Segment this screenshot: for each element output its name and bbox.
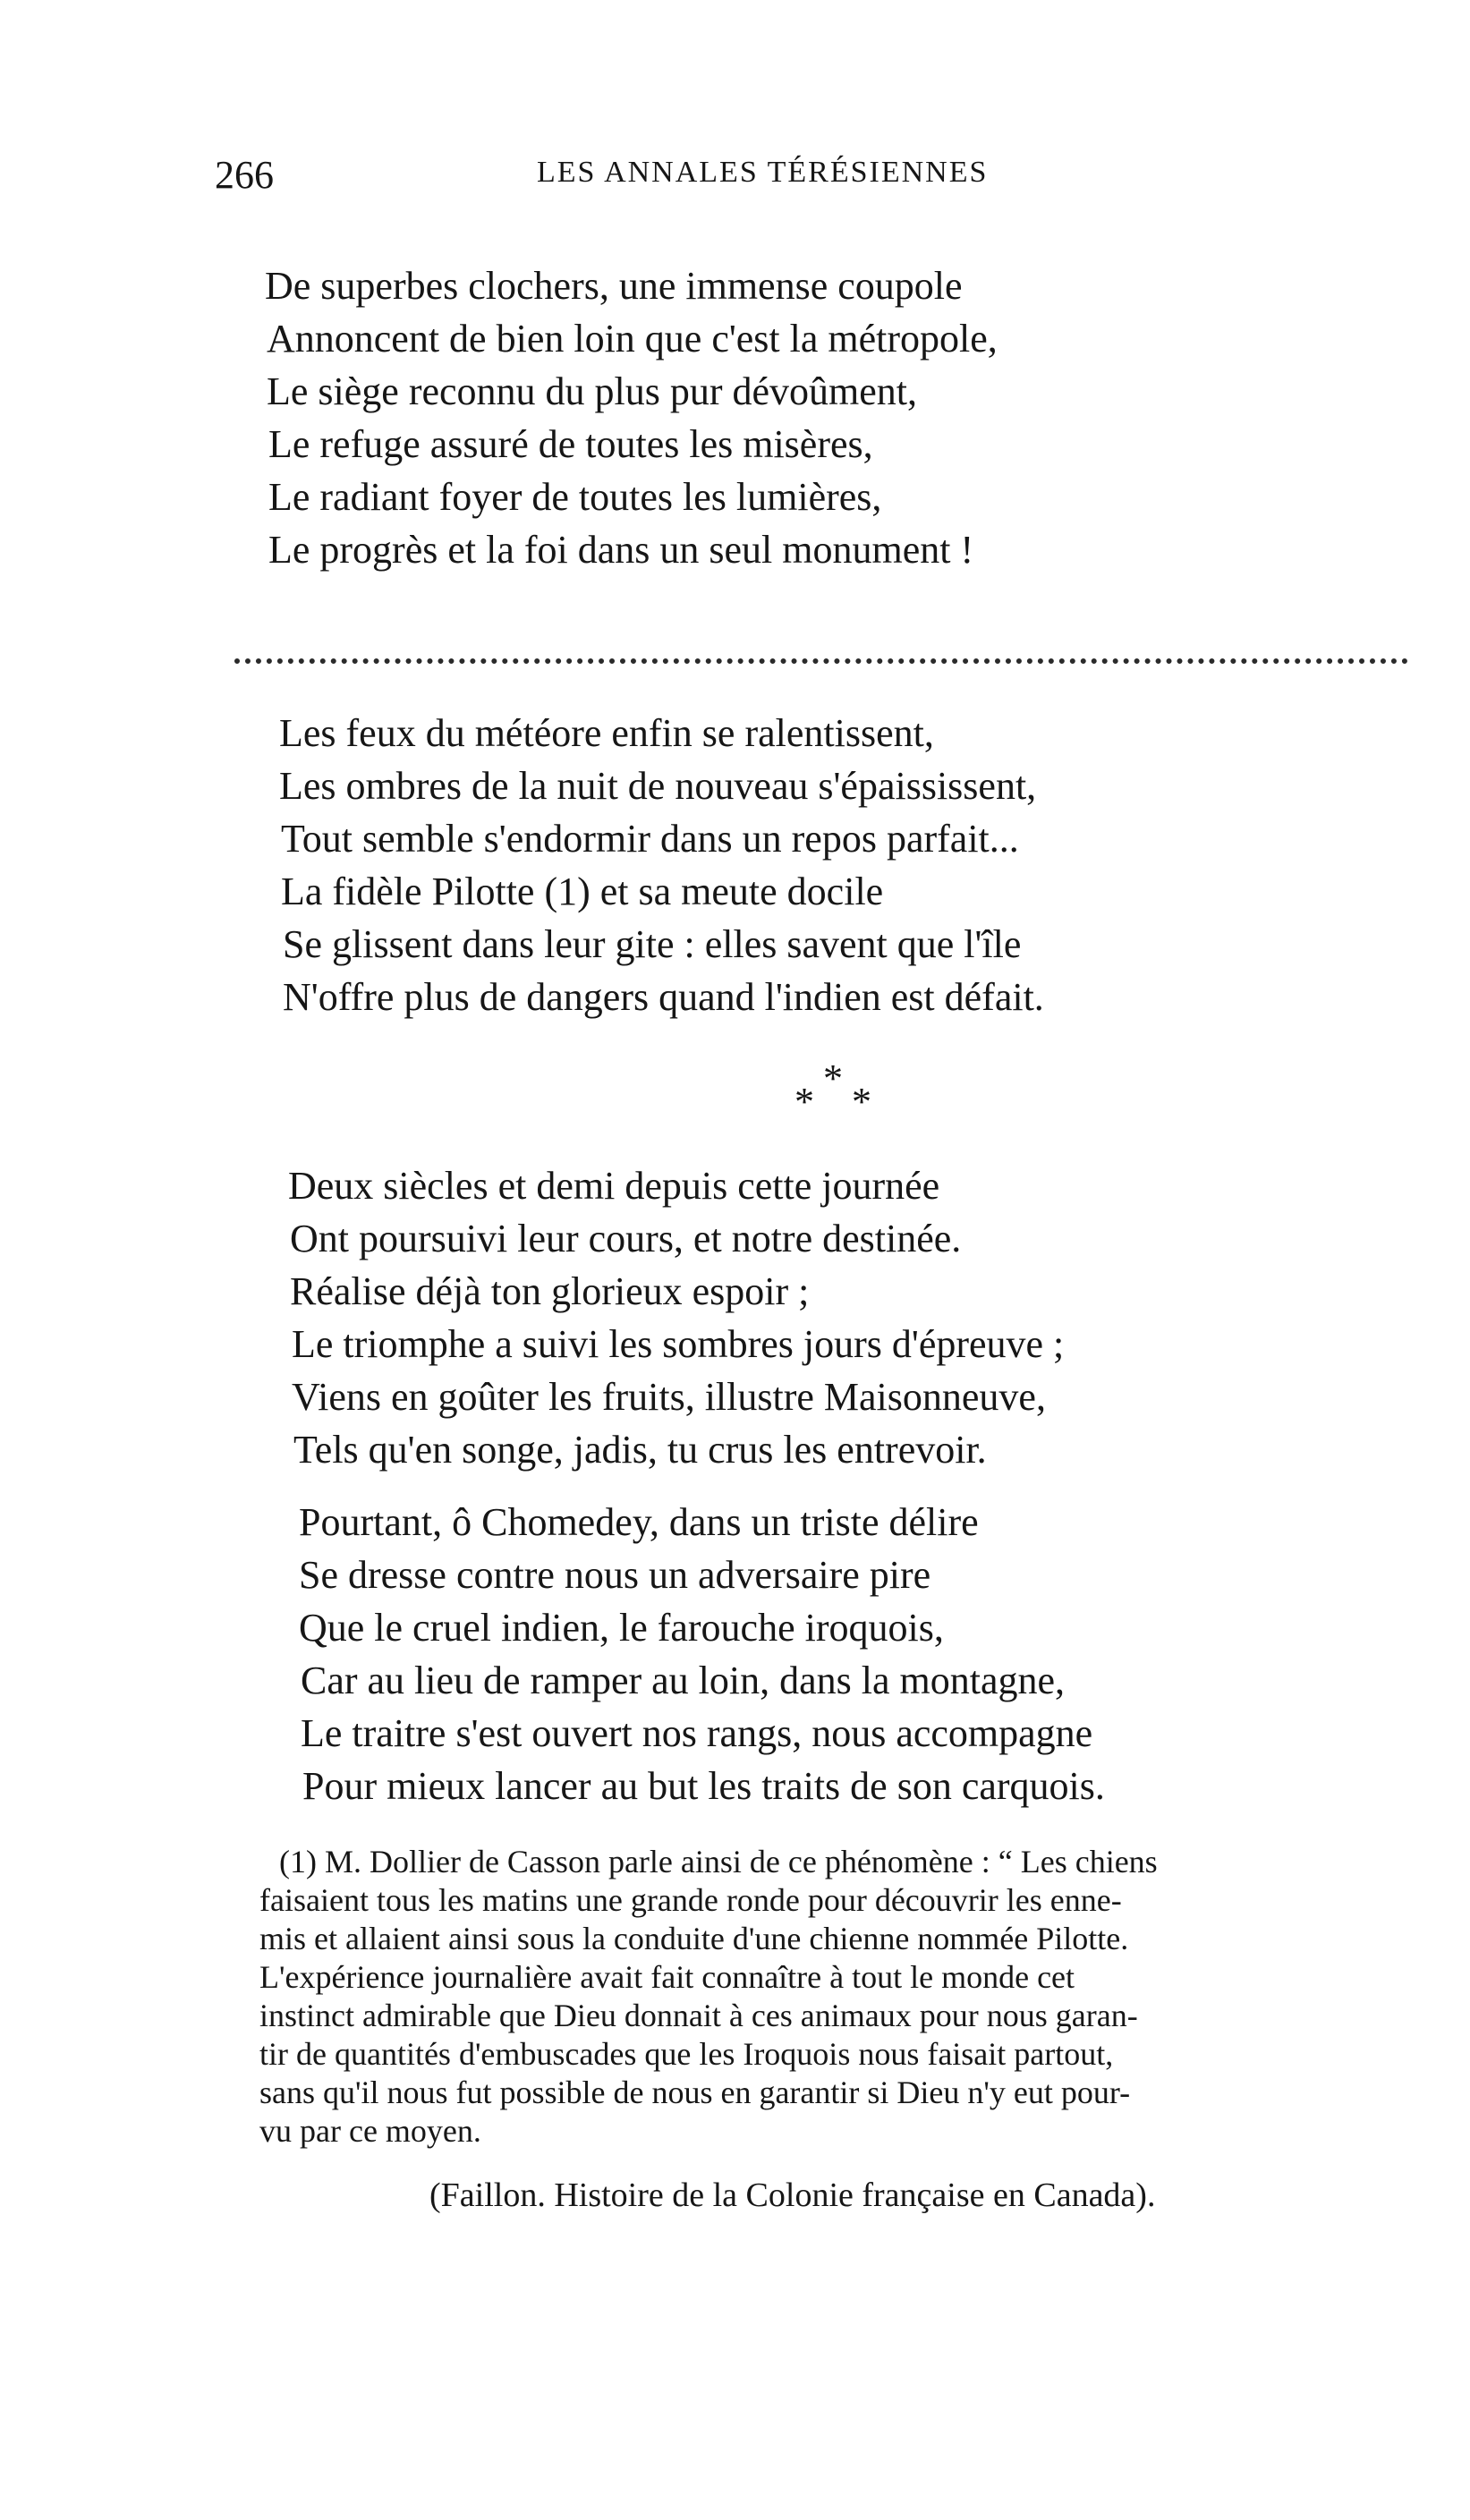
stanza-1 — [0, 259, 1470, 576]
running-title: LES ANNALES TÉRÉSIENNES — [537, 156, 989, 189]
asterism-separator — [787, 1056, 886, 1127]
footnote-line: faisaient tous les matins une grande ronde pour découvrir les enne- — [259, 1882, 1122, 1918]
verse-line: Ont poursuivi leur cours, et notre destinée. — [290, 1217, 962, 1260]
page-header — [215, 152, 1109, 206]
verse-line: Le progrès et la foi dans un seul monument ! — [268, 528, 974, 572]
verse-line: Tels qu'en songe, jadis, tu crus les entrevoir. — [293, 1428, 987, 1472]
verse-line: Se dresse contre nous un adversaire pire — [299, 1553, 931, 1597]
stanza-2 — [0, 707, 1470, 1023]
verse-line: Que le cruel indien, le farouche iroquois, — [299, 1606, 944, 1650]
verse-line: Le triomphe a suivi les sombres jours d'épreuve ; — [292, 1322, 1065, 1366]
stanza-3 — [0, 1159, 1470, 1476]
verse-line: Deux siècles et demi depuis cette journée — [288, 1164, 940, 1208]
asterisk: * — [852, 1080, 871, 1124]
verse-line: Pourtant, ô Chomedey, dans un triste délire — [299, 1500, 979, 1544]
verse-line: Viens en goûter les fruits, illustre Maisonneuve, — [292, 1375, 1046, 1419]
footnote-line: mis et allaient ainsi sous la conduite d'une chienne nommée Pilotte. — [259, 1921, 1129, 1956]
asterisk: * — [794, 1080, 814, 1124]
verse-line: Réalise déjà ton glorieux espoir ; — [290, 1269, 810, 1313]
footnote — [259, 1843, 1454, 2151]
verse-line: Le siège reconnu du plus pur dévoûment, — [267, 369, 918, 413]
verse-line: De superbes clochers, une immense coupole — [265, 264, 963, 308]
verse-line: Pour mieux lancer au but les traits de son carquois. — [302, 1764, 1105, 1808]
footnote-line: sans qu'il nous fut possible de nous en garantir si Dieu n'y eut pour- — [259, 2075, 1131, 2110]
verse-line: Le refuge assuré de toutes les misères, — [268, 422, 873, 466]
verse-line: Car au lieu de ramper au loin, dans la montagne, — [301, 1659, 1066, 1702]
verse-line: Le traitre s'est ouvert nos rangs, nous accompagne — [301, 1711, 1093, 1755]
verse-line: Se glissent dans leur gite : elles savent que l'île — [283, 922, 1022, 966]
footnote-citation: (Faillon. Histoire de la Colonie française en Canada). — [429, 2176, 1156, 2214]
footnote-line: (1) M. Dollier de Casson parle ainsi de ce phénomène : “ Les chiens — [279, 1844, 1158, 1879]
stanza-4 — [0, 1496, 1470, 1812]
dotted-separator — [234, 658, 1408, 664]
verse-line: Les feux du météore enfin se ralentissent, — [279, 711, 934, 755]
page-number: 266 — [215, 153, 274, 197]
verse-line: Le radiant foyer de toutes les lumières, — [268, 475, 882, 519]
verse-line: Tout semble s'endormir dans un repos parfait... — [281, 817, 1019, 861]
footnote-line: L'expérience journalière avait fait connaître à tout le monde cet — [259, 1959, 1075, 1995]
verse-line: La fidèle Pilotte (1) et sa meute docile — [281, 870, 884, 913]
footnote-line: vu par ce moyen. — [259, 2113, 481, 2149]
verse-line: N'offre plus de dangers quand l'indien est défait. — [283, 975, 1044, 1019]
verse-line: Annoncent de bien loin que c'est la métropole, — [267, 317, 998, 361]
footnote-line: tir de quantités d'embuscades que les Iroquois nous faisait partout, — [259, 2036, 1114, 2072]
verse-line: Les ombres de la nuit de nouveau s'épaississent, — [279, 764, 1037, 808]
asterisk: * — [823, 1056, 843, 1100]
footnote-line: instinct admirable que Dieu donnait à ces animaux pour nous garan- — [259, 1998, 1138, 2033]
